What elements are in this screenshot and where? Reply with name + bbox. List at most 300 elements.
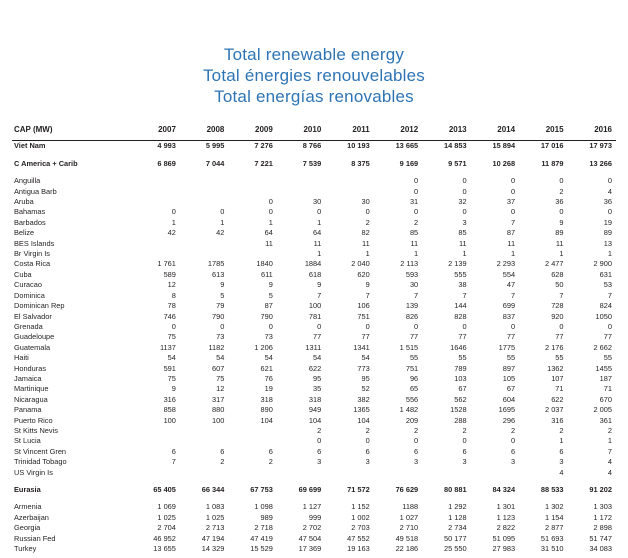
row-value: 14 853 xyxy=(444,141,467,151)
table-row xyxy=(12,207,616,217)
table-row xyxy=(12,259,616,269)
row-value: 9 571 xyxy=(448,158,467,168)
row-value: 790 xyxy=(260,311,273,321)
row-value: 1137 xyxy=(160,342,176,352)
row-value: 0 xyxy=(317,436,322,446)
column-header-label: CAP (MW) xyxy=(12,125,131,141)
row-value: 0 xyxy=(510,186,516,196)
row-value: 104 xyxy=(308,415,322,425)
table-row xyxy=(12,405,616,415)
row-value: 11 xyxy=(458,238,467,248)
row-label: US Virgin Is xyxy=(14,467,53,477)
row-label xyxy=(12,152,131,159)
row-value: 880 xyxy=(212,405,225,415)
row-value: 65 405 xyxy=(153,485,176,494)
row-value: 1188 xyxy=(402,502,419,512)
title-french: Total énergies renouvelables xyxy=(202,66,426,85)
row-value: 9 xyxy=(171,384,176,394)
row-value xyxy=(277,468,325,478)
row-value: 728 xyxy=(551,301,564,311)
row-value: 620 xyxy=(357,269,370,279)
table-row xyxy=(12,502,616,512)
row-value xyxy=(374,495,422,502)
row-value: 0 xyxy=(268,207,273,217)
row-value: 0 xyxy=(559,321,564,331)
row-value: 69 699 xyxy=(298,485,322,494)
row-value xyxy=(374,478,422,485)
row-value: 0 xyxy=(268,197,273,207)
row-value: 2 037 xyxy=(545,405,564,415)
row-value: 631 xyxy=(599,269,612,279)
row-value: 1 027 xyxy=(399,512,419,522)
row-value: 1 xyxy=(220,217,225,227)
row-value: 1 152 xyxy=(351,502,370,512)
row-value xyxy=(519,495,567,502)
row-value: 107 xyxy=(551,373,564,383)
row-value: 989 xyxy=(260,512,273,522)
table-row xyxy=(12,353,616,363)
row-value xyxy=(180,249,228,259)
row-value: 54 xyxy=(167,353,176,363)
row-label: C America + Carib xyxy=(14,158,78,168)
row-value: 288 xyxy=(454,415,467,425)
row-value: 13 xyxy=(603,238,612,248)
row-value: 2 702 xyxy=(302,523,322,533)
row-value: 4 xyxy=(607,457,612,467)
row-value: 36 xyxy=(603,197,612,207)
row-value: 1528 xyxy=(450,405,467,415)
row-label: St Kitts Nevis xyxy=(14,425,58,435)
row-value: 382 xyxy=(357,394,370,404)
row-value: 622 xyxy=(551,394,564,404)
row-value: 1455 xyxy=(595,363,612,373)
row-value xyxy=(228,426,276,436)
row-label xyxy=(12,478,131,485)
row-value: 1 123 xyxy=(496,512,516,522)
row-value: 1 xyxy=(317,217,322,227)
table-spacer-row xyxy=(12,152,616,159)
table-row xyxy=(12,534,616,544)
row-value: 10 268 xyxy=(492,158,516,168)
row-label: Trinidad Tobago xyxy=(14,457,67,467)
row-value: 2 113 xyxy=(400,259,419,269)
column-header-year: 2010 xyxy=(277,125,325,141)
row-value xyxy=(325,176,373,186)
row-value: 2 477 xyxy=(545,259,564,269)
renewable-energy-table xyxy=(12,125,616,554)
row-value: 85 xyxy=(458,228,467,238)
row-label xyxy=(12,169,131,176)
row-value: 54 xyxy=(361,353,370,363)
table-row xyxy=(12,457,616,467)
row-value xyxy=(471,468,519,478)
row-value: 38 xyxy=(458,280,467,290)
row-label: BES Islands xyxy=(14,238,55,248)
table-row xyxy=(12,416,616,426)
row-value: 1 xyxy=(268,217,273,227)
row-value: 0 xyxy=(607,176,612,186)
row-value xyxy=(422,169,470,176)
row-label: Cuba xyxy=(14,269,32,279)
row-value: 562 xyxy=(454,394,467,404)
table-row xyxy=(12,544,616,554)
row-value: 3 xyxy=(365,457,370,467)
row-value: 55 xyxy=(603,353,612,363)
row-value: 1 127 xyxy=(302,502,322,512)
row-label: Haiti xyxy=(14,353,29,363)
row-value: 85 xyxy=(409,228,419,238)
row-value: 828 xyxy=(454,311,467,321)
row-label: St Lucia xyxy=(14,436,41,446)
row-value xyxy=(471,478,519,485)
row-value: 15 529 xyxy=(250,544,273,554)
row-value xyxy=(374,169,422,176)
row-value: 35 xyxy=(313,384,322,394)
column-header-year: 2015 xyxy=(519,125,567,141)
row-value: 87 xyxy=(264,301,273,311)
row-value: 55 xyxy=(506,353,516,363)
table-row xyxy=(12,364,616,374)
column-header-year: 2011 xyxy=(325,125,373,141)
row-value: 751 xyxy=(357,311,370,321)
row-value xyxy=(228,169,276,176)
row-value: 622 xyxy=(308,363,322,373)
row-value xyxy=(180,197,228,207)
row-value: 71 xyxy=(555,384,564,394)
row-value: 1 xyxy=(510,249,516,259)
row-value: 7 xyxy=(317,290,322,300)
table-row xyxy=(12,249,616,259)
row-value: 11 879 xyxy=(541,158,564,168)
row-value: 95 xyxy=(361,373,370,383)
row-value: 2 xyxy=(462,425,467,435)
row-value: 591 xyxy=(163,363,176,373)
row-value: 1362 xyxy=(547,363,564,373)
row-value: 31 510 xyxy=(540,544,564,554)
row-value: 751 xyxy=(405,363,419,373)
row-value: 7 xyxy=(171,457,176,467)
row-value: 6 xyxy=(510,446,516,456)
row-value: 67 xyxy=(506,384,516,394)
row-value xyxy=(180,478,228,485)
table-row xyxy=(12,239,616,249)
row-value: 318 xyxy=(260,394,273,404)
row-value xyxy=(519,478,567,485)
row-value: 7 xyxy=(559,290,564,300)
row-value: 1 302 xyxy=(545,502,564,512)
row-value: 55 xyxy=(555,353,564,363)
row-value: 7 xyxy=(462,290,467,300)
row-value: 773 xyxy=(357,363,370,373)
row-value xyxy=(325,495,373,502)
row-value xyxy=(471,152,519,159)
row-value: 0 xyxy=(171,207,176,217)
row-value: 790 xyxy=(212,311,225,321)
row-value xyxy=(325,169,373,176)
row-value: 54 xyxy=(313,353,322,363)
row-value xyxy=(180,176,228,186)
row-value xyxy=(131,495,179,502)
row-label: Curacao xyxy=(14,280,42,290)
row-value xyxy=(131,478,179,485)
row-label: Guatemala xyxy=(14,342,51,352)
row-value xyxy=(228,436,276,446)
row-value: 6 869 xyxy=(157,158,176,168)
row-value: 19 163 xyxy=(347,544,370,554)
row-value: 77 xyxy=(409,332,419,342)
table-body xyxy=(12,141,616,555)
row-value: 604 xyxy=(502,394,516,404)
row-value: 2 xyxy=(559,186,564,196)
row-value: 11 xyxy=(313,238,322,248)
row-value: 105 xyxy=(502,373,516,383)
row-value: 42 xyxy=(216,228,225,238)
row-value xyxy=(180,169,228,176)
row-value: 0 xyxy=(414,186,419,196)
row-value: 47 xyxy=(506,280,516,290)
row-value: 9 xyxy=(317,280,322,290)
row-value: 7 221 xyxy=(254,158,273,168)
title-english: Total renewable energy xyxy=(223,45,405,64)
row-value xyxy=(180,152,228,159)
table-row xyxy=(12,322,616,332)
row-value: 6 xyxy=(220,446,225,456)
table-spacer-row xyxy=(12,478,616,485)
row-value: 1 002 xyxy=(351,512,370,522)
row-label: Armenia xyxy=(14,502,42,512)
row-value: 100 xyxy=(163,415,176,425)
row-value: 361 xyxy=(599,415,612,425)
row-value: 0 xyxy=(510,207,516,217)
row-value: 6 xyxy=(365,446,370,456)
row-value: 51 693 xyxy=(540,533,564,543)
row-value: 76 629 xyxy=(395,485,419,494)
row-value: 17 369 xyxy=(298,544,322,554)
table-row xyxy=(12,374,616,384)
row-value: 67 753 xyxy=(250,485,273,494)
row-value: 75 xyxy=(216,373,225,383)
row-value: 1 172 xyxy=(593,512,612,522)
row-value: 11 xyxy=(507,238,516,248)
row-value: 53 xyxy=(603,280,612,290)
row-value: 34 083 xyxy=(589,544,612,554)
row-value: 8 xyxy=(171,290,176,300)
row-value: 13 655 xyxy=(153,544,176,554)
row-label: Eurasia xyxy=(14,485,41,494)
row-value: 1 301 xyxy=(496,502,516,512)
row-value xyxy=(374,468,422,478)
row-value: 0 xyxy=(365,436,370,446)
row-value xyxy=(180,468,228,478)
row-value xyxy=(422,495,470,502)
row-value: 1 083 xyxy=(205,502,225,512)
row-value: 3 xyxy=(414,457,419,467)
row-value xyxy=(422,468,470,478)
row-value: 27 983 xyxy=(492,544,516,554)
row-value: 7 xyxy=(607,446,612,456)
row-value xyxy=(325,152,373,159)
row-value: 554 xyxy=(502,269,516,279)
row-value: 2 176 xyxy=(545,342,564,352)
column-header-year: 2009 xyxy=(228,125,276,141)
row-value: 47 552 xyxy=(347,533,370,543)
row-value xyxy=(519,169,567,176)
row-value xyxy=(277,478,325,485)
row-value: 746 xyxy=(163,311,176,321)
row-value: 1 xyxy=(462,249,467,259)
row-label: Costa Rica xyxy=(14,259,51,269)
row-value xyxy=(568,495,616,502)
row-value xyxy=(568,169,616,176)
column-header-year: 2013 xyxy=(422,125,470,141)
row-value: 144 xyxy=(454,301,467,311)
row-value: 6 xyxy=(268,446,273,456)
table-header xyxy=(12,125,616,141)
row-value: 104 xyxy=(357,415,370,425)
row-value xyxy=(325,478,373,485)
row-value: 1 515 xyxy=(399,342,419,352)
row-value: 47 194 xyxy=(201,533,225,543)
row-value: 80 881 xyxy=(444,485,467,494)
row-value: 316 xyxy=(163,394,176,404)
row-value: 2 139 xyxy=(448,259,467,269)
row-value xyxy=(374,152,422,159)
row-value: 2 662 xyxy=(593,342,612,352)
row-value: 103 xyxy=(454,373,467,383)
row-value: 824 xyxy=(599,301,612,311)
row-value: 79 xyxy=(216,301,225,311)
row-value: 55 xyxy=(409,353,419,363)
row-value: 13 665 xyxy=(395,141,419,151)
row-value: 4 xyxy=(607,467,612,477)
row-value: 104 xyxy=(260,415,273,425)
row-label: St Vincent Gren xyxy=(14,446,67,456)
row-value: 11 xyxy=(410,238,419,248)
row-value: 556 xyxy=(405,394,419,404)
row-value: 0 xyxy=(462,321,467,331)
row-value: 1646 xyxy=(450,342,467,352)
table-spacer-row xyxy=(12,169,616,176)
row-value: 611 xyxy=(261,269,273,279)
row-value: 0 xyxy=(365,321,370,331)
row-value: 1050 xyxy=(595,311,612,321)
row-value: 555 xyxy=(454,269,467,279)
row-value xyxy=(228,478,276,485)
row-value: 12 xyxy=(167,280,176,290)
table-spacer-row xyxy=(12,495,616,502)
table-row xyxy=(12,343,616,353)
table-row xyxy=(12,228,616,238)
row-label: Barbados xyxy=(14,217,46,227)
row-value: 10 193 xyxy=(347,141,370,151)
table-row xyxy=(12,447,616,457)
row-value: 91 202 xyxy=(589,485,612,494)
row-value: 2 xyxy=(414,425,419,435)
column-header-year: 2016 xyxy=(568,125,616,141)
row-value: 75 xyxy=(167,332,176,342)
row-value: 1 xyxy=(559,249,564,259)
row-value: 7 276 xyxy=(254,141,273,151)
table-row xyxy=(12,384,616,394)
row-value: 670 xyxy=(599,394,612,404)
row-value: 9 169 xyxy=(399,158,419,168)
row-value xyxy=(422,478,470,485)
row-value: 593 xyxy=(405,269,419,279)
row-value xyxy=(131,426,179,436)
row-value: 9 xyxy=(268,280,273,290)
row-value: 77 xyxy=(313,332,322,342)
row-value: 54 xyxy=(264,353,273,363)
table-row xyxy=(12,280,616,290)
row-value: 1182 xyxy=(208,342,225,352)
row-value: 88 533 xyxy=(540,485,564,494)
row-value: 2 900 xyxy=(593,259,612,269)
row-value: 77 xyxy=(458,332,467,342)
row-value: 19 xyxy=(603,217,612,227)
row-value: 589 xyxy=(163,269,176,279)
row-value: 67 xyxy=(458,384,467,394)
row-value: 13 266 xyxy=(589,158,612,168)
row-label: Bahamas xyxy=(14,207,46,217)
row-value: 77 xyxy=(603,332,612,342)
row-label: Dominican Rep xyxy=(14,301,65,311)
row-label: Russian Fed xyxy=(14,533,56,543)
row-value xyxy=(228,152,276,159)
row-value: 2 040 xyxy=(351,259,370,269)
row-value: 789 xyxy=(454,363,467,373)
title-spanish: Total energías renovables xyxy=(214,87,414,106)
row-value: 0 xyxy=(414,176,419,186)
row-value: 95 xyxy=(313,373,322,383)
table-row xyxy=(12,197,616,207)
row-value: 6 xyxy=(317,446,322,456)
row-value: 47 504 xyxy=(298,533,322,543)
column-header-year: 2012 xyxy=(374,125,422,141)
row-value xyxy=(131,176,179,186)
row-value: 22 186 xyxy=(395,544,419,554)
table-row xyxy=(12,301,616,311)
row-value: 2 704 xyxy=(157,523,176,533)
row-value: 5 xyxy=(268,290,273,300)
row-label: Grenada xyxy=(14,321,43,331)
column-header-year: 2008 xyxy=(180,125,228,141)
table-row xyxy=(12,468,616,478)
row-value: 139 xyxy=(405,301,419,311)
row-value: 25 550 xyxy=(444,544,467,554)
row-value: 0 xyxy=(607,321,612,331)
column-header-year: 2014 xyxy=(471,125,519,141)
row-label: Honduras xyxy=(14,363,47,373)
row-value: 1311 xyxy=(305,342,322,352)
row-value: 0 xyxy=(220,321,225,331)
row-value: 1 292 xyxy=(448,502,467,512)
row-value: 42 xyxy=(167,228,176,238)
row-value: 2 xyxy=(510,425,516,435)
row-value: 187 xyxy=(599,373,612,383)
row-value: 2 005 xyxy=(593,405,612,415)
row-value: 64 xyxy=(264,228,273,238)
row-value xyxy=(180,495,228,502)
row-value: 15 894 xyxy=(492,141,516,151)
row-value: 11 xyxy=(555,238,564,248)
row-value: 2 xyxy=(414,217,419,227)
row-value: 51 747 xyxy=(589,533,612,543)
row-value: 2 822 xyxy=(496,523,516,533)
row-value xyxy=(519,152,567,159)
row-value: 890 xyxy=(260,405,273,415)
row-label: Anguilla xyxy=(14,176,41,186)
row-label: Guadeloupe xyxy=(14,332,55,342)
